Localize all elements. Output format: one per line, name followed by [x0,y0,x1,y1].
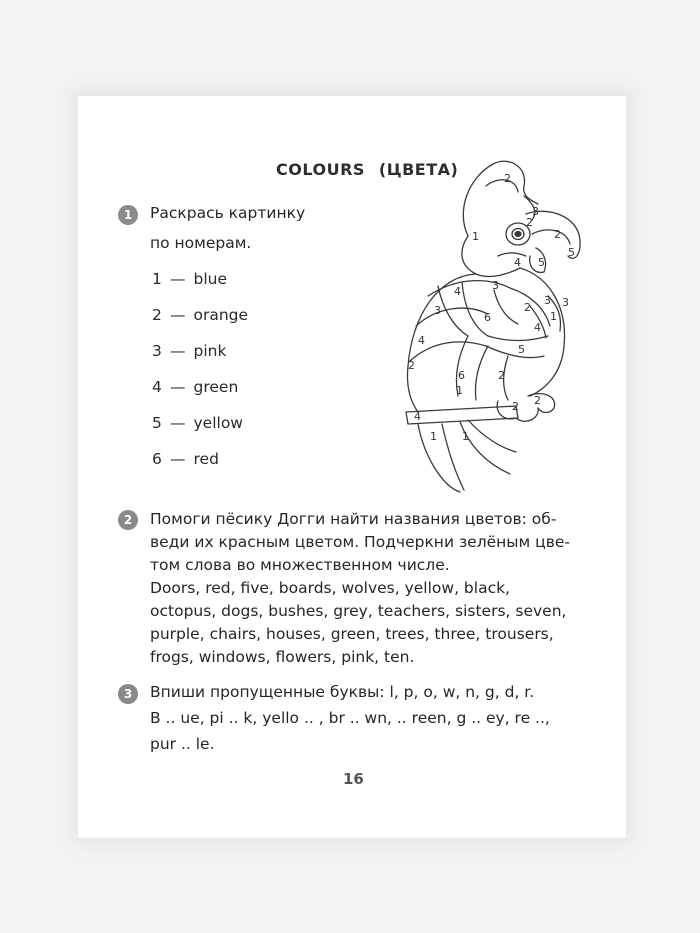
parrot-label: 5 [518,343,525,356]
legend-item: 5 — yellow [152,414,243,432]
task-2-number-badge: 2 [118,510,138,530]
legend-item: 3 — pink [152,342,227,360]
task-1-line-2: по номерам. [150,234,252,252]
parrot-label: 2 [524,301,531,314]
parrot-label: 3 [434,304,441,317]
parrot-label: 4 [534,321,541,334]
legend-item: 1 — blue [152,270,228,288]
parrot-label: 3 [492,279,499,292]
parrot-label: 6 [484,311,491,324]
parrot-label: 3 [532,205,539,218]
parrot-label: 4 [514,256,521,269]
parrot-label: 4 [414,410,421,423]
page-number: 16 [343,770,364,788]
parrot-coloring-picture [398,156,588,496]
parrot-label: 2 [526,216,533,229]
parrot-label: 2 [512,400,519,413]
parrot-label: 5 [568,246,575,259]
parrot-label: 1 [430,430,437,443]
parrot-label: 1 [472,230,479,243]
legend-item: 4 — green [152,378,239,396]
task-3-number-badge: 3 [118,684,138,704]
legend-item: 2 — orange [152,306,249,324]
task-2-word-list-line: purple, chairs, houses, green, trees, three, trousers, [150,625,554,643]
title-english: COLOURS [276,160,365,179]
parrot-label: 3 [544,294,551,307]
parrot-label: 4 [418,334,425,347]
task-3-line: B .. ue, pi .. k, yello .. , br .. wn, .. reen, g .. ey, re .., [150,709,550,727]
task-2-line: Помоги пёсику Догги найти названия цветов: об- [150,510,557,528]
task-2-word-list-line: octopus, dogs, bushes, grey, teachers, sisters, seven, [150,602,567,620]
parrot-label: 2 [534,394,541,407]
parrot-label: 2 [554,228,561,241]
task-3-line: pur .. le. [150,735,215,753]
task-1-line-1: Раскрась картинку [150,204,306,222]
parrot-label: 2 [504,172,511,185]
task-3-line: Впиши пропущенные буквы: l, p, o, w, n, g, d, r. [150,683,535,701]
parrot-label: 2 [498,369,505,382]
parrot-label: 4 [454,285,461,298]
parrot-label: 6 [458,369,465,382]
parrot-label: 1 [550,310,557,323]
parrot-label: 5 [538,256,545,269]
legend-item: 6 — red [152,450,219,468]
parrot-label: 1 [462,430,469,443]
parrot-label: 1 [456,384,463,397]
parrot-label: 3 [562,296,569,309]
task-2-word-list-line: frogs, windows, flowers, pink, ten. [150,648,415,666]
task-2-word-list-line: Doors, red, five, boards, wolves, yellow, black, [150,579,510,597]
parrot-label: 2 [408,359,415,372]
task-2-line: веди их красным цветом. Подчеркни зелёным цве- [150,533,570,551]
task-2-line: том слова во множественном числе. [150,556,450,574]
title-russian: (ЦВЕТА) [378,160,459,179]
task-1-number-badge: 1 [118,205,138,225]
